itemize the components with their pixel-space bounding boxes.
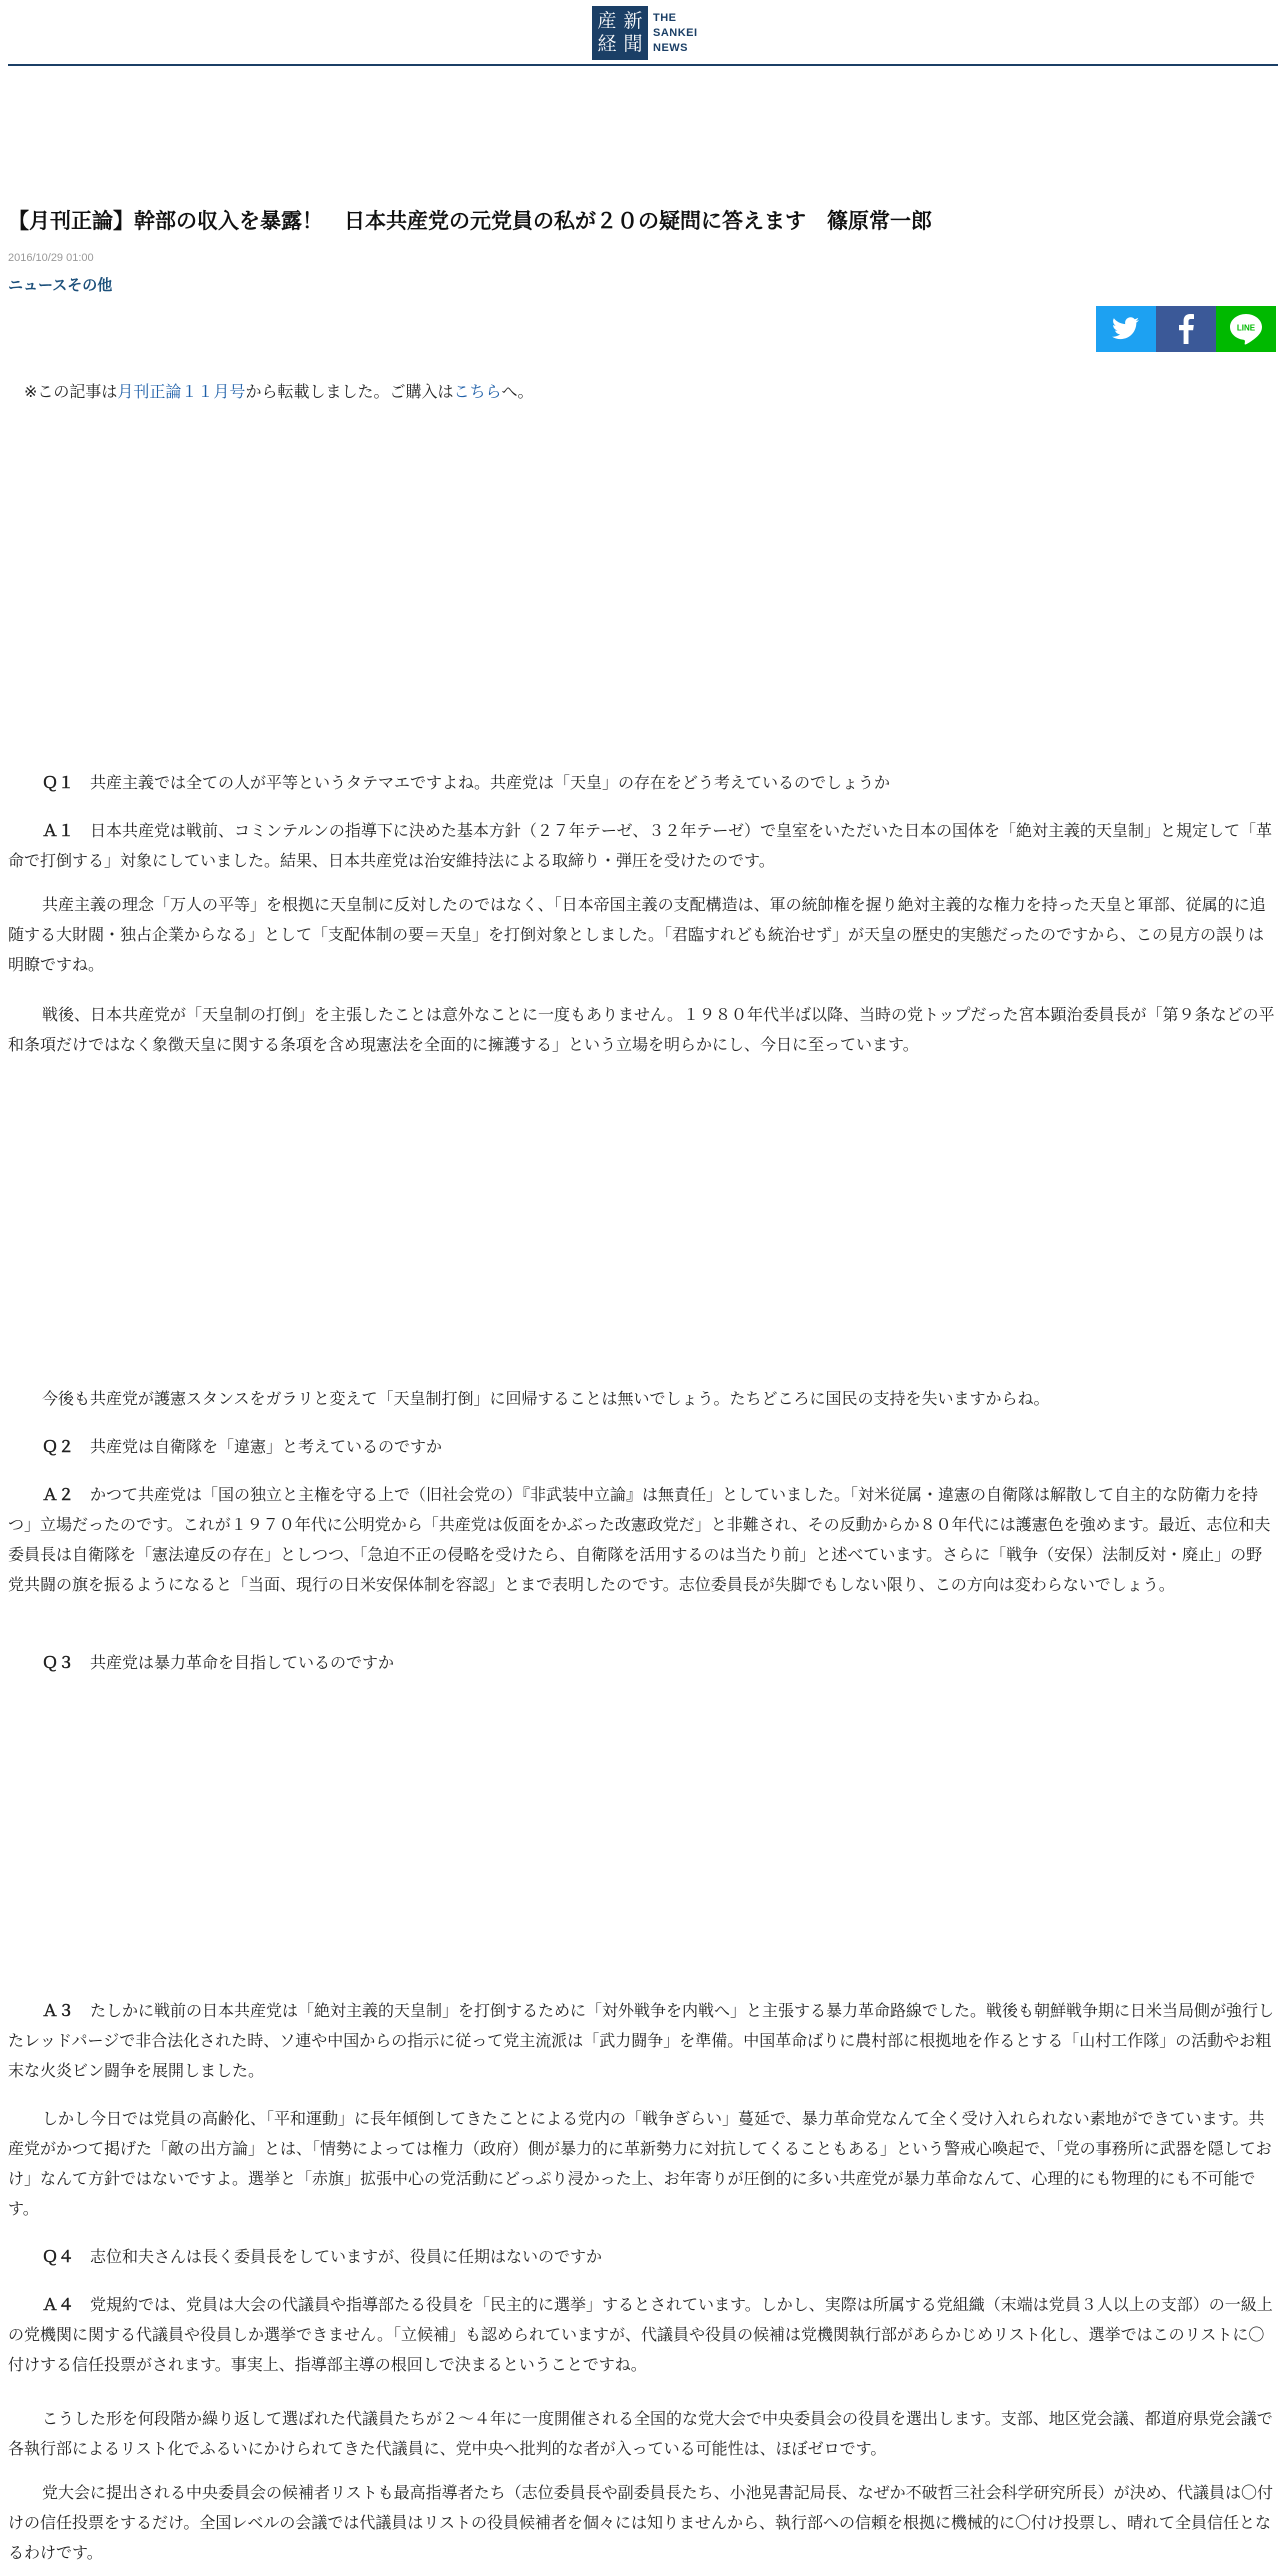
question-label: Ｑ２ [42, 1437, 75, 1456]
source-note-suffix: へ。 [501, 382, 534, 401]
logo-kanji: 新 [623, 10, 643, 32]
sankei-logo-text [653, 11, 698, 56]
svg-text:LINE: LINE [1236, 323, 1256, 333]
paragraph-text: 今後も共産党が護憲スタンスをガラリと変えて「天皇制打倒」に回帰することは無いでしょう。たちどころに国民の支持を失いますからね。 [42, 1389, 1050, 1408]
question-label: Ｑ４ [42, 2247, 75, 2266]
question-paragraph [8, 1648, 1278, 1678]
source-note [24, 380, 533, 404]
body-paragraph [8, 2478, 1278, 2568]
answer-paragraph [8, 2290, 1278, 2380]
paragraph-text: 共産主義では全ての人が平等というタテマエですよね。共産党は「天皇」の存在をどう考えているのでしょうか [74, 773, 891, 792]
article-date: 2016/10/29 01:00 [8, 252, 94, 264]
logo-text-line: SANKEI [653, 26, 698, 39]
question-label: Ｑ１ [42, 773, 75, 792]
article-category-link[interactable]: ニュースその他 [8, 276, 113, 294]
line-icon [1229, 313, 1263, 345]
logo-kanji: 聞 [623, 33, 643, 55]
sankei-logo[interactable] [592, 6, 698, 60]
paragraph-text: 日本共産党は戦前、コミンテルンの指導下に決めた基本方針（２７年テーゼ、３２年テーゼ）で皇室をいただいた日本の国体を「絶対主義的天皇制」と規定して「革命で打倒する」対象にしていました。結果、日本共産党は治安維持法による取締り・弾圧を受けたのです。 [8, 821, 1273, 870]
paragraph-text: 共産党は自衛隊を「違憲」と考えているのですか [74, 1437, 443, 1456]
twitter-icon [1112, 317, 1140, 341]
paragraph-text: 志位和夫さんは長く委員長をしていますが、役員に任期はないのですか [74, 2247, 603, 2266]
question-label: Ｑ３ [42, 1653, 75, 1672]
paragraph-text: かつて共産党は「国の独立と主権を守る上で（旧社会党の）『非武装中立論』は無責任」としていました。「対米従属・違憲の自衛隊は解散して自主的な防衛力を持つ」立場だったのです。これが１９７０年代に公明党から「共産党は仮面をかぶった改憲政党だ」と非難され、その反動からか８０年代には護憲色を強めます。最近、志位和夫委員長は自衛隊を「憲法違反の存在」としつつ、「急迫不正の侵略を受けたら、自衛隊を活用するのは当たり前」と述べています。さらに「戦争（安保）法制反対・廃止」の野党共闘の旗を振るようになると「当面、現行の日米安保体制を容認」とまで表明したのです。志位委員長が失脚でもしない限り、この方向は変わらないでしょう。 [8, 1485, 1271, 1594]
header-divider [8, 64, 1278, 66]
body-paragraph [8, 1000, 1278, 1060]
facebook-icon [1178, 314, 1194, 344]
seiron-issue-link[interactable]: 月刊正論１１月号 [117, 382, 246, 401]
answer-label: Ａ２ [42, 1485, 75, 1504]
logo-text-line: NEWS [653, 41, 688, 54]
logo-kanji: 経 [597, 33, 617, 55]
line-share-button[interactable] [1216, 306, 1276, 352]
paragraph-text: たしかに戦前の日本共産党は「絶対主義的天皇制」を打倒するために「対外戦争を内戦へ」と主張する暴力革命路線でした。戦後も朝鮮戦争期に日米当局側が強行したレッドパージで非合法化された時、ソ連や中国からの指示に従って党主流派は「武力闘争」を準備。中国革命ばりに農村部に根拠地を作るとする「山村工作隊」の活動やお粗末な火炎ビン闘争を展開しました。 [8, 2001, 1275, 2080]
source-note-middle: から転載しました。ご購入は [245, 382, 454, 401]
question-paragraph [8, 1432, 1278, 1462]
logo-kanji: 産 [597, 10, 617, 32]
paragraph-text: 戦後、日本共産党が「天皇制の打倒」を主張したことは意外なことに一度もありません。１９８０年代半ば以降、当時の党トップだった宮本顕治委員長が「第９条などの平和条項だけではなく象徴天皇に関する条項を含め現憲法を全面的に擁護する」という立場を明らかにし、今日に至っています。 [8, 1005, 1275, 1054]
body-paragraph [8, 2104, 1278, 2224]
paragraph-text: 党大会に提出される中央委員会の候補者リストも最高指導者たち（志位委員長や副委員長たち、小池晃書記局長、なぜか不破哲三社会科学研究所長）が決め、代議員は〇付けの信任投票をするだけ。全国レベルの会議では代議員はリストの役員候補者を個々には知りませんから、執行部への信頼を根拠に機械的に〇付け投票し、晴れて全員信任となるわけです。 [8, 2483, 1274, 2562]
logo-text-line: THE [653, 11, 677, 24]
question-paragraph [8, 768, 1278, 798]
body-paragraph [8, 2404, 1278, 2464]
paragraph-text: 共産党は暴力革命を目指しているのですか [74, 1653, 395, 1672]
purchase-link[interactable]: こちら [453, 382, 502, 401]
source-note-prefix: ※この記事は [24, 382, 118, 401]
article-title: 【月刊正論】幹部の収入を暴露！ 日本共産党の元党員の私が２０の疑問に答えます 篠原常一郎 [8, 209, 932, 233]
answer-label: Ａ１ [42, 821, 75, 840]
paragraph-text: 共産主義の理念「万人の平等」を根拠に天皇制に反対したのではなく、「日本帝国主義の支配構造は、軍の統帥権を握り絶対主義的な権力を持った天皇と軍部、従属的に追随する大財閥・独占企業からなる」として「支配体制の要＝天皇」を打倒対象としました。「君臨すれども統治せず」が天皇の歴史的実態だったのですから、この見方の誤りは明瞭ですね。 [8, 895, 1266, 974]
answer-label: Ａ３ [42, 2001, 75, 2020]
share-buttons [1096, 306, 1276, 352]
body-paragraph [8, 890, 1278, 980]
body-paragraph [8, 1384, 1278, 1414]
paragraph-text: 党規約では、党員は大会の代議員や指導部たる役員を「民主的に選挙」するとされています。しかし、実際は所属する党組織（末端は党員３人以上の支部）の一級上の党機関に関する代議員や役員しか選挙できません。「立候補」も認められていますが、代議員や役員の候補は党機関執行部があらかじめリスト化し、選挙ではこのリストに〇付けする信任投票がされます。事実上、指導部主導の根回しで決まるということですね。 [8, 2295, 1273, 2374]
question-paragraph [8, 2242, 1278, 2272]
paragraph-text: しかし今日では党員の高齢化、「平和運動」に長年傾倒してきたことによる党内の「戦争ぎらい」蔓延で、暴力革命党なんて全く受け入れられない素地ができています。共産党がかつて掲げた「敵の出方論」とは、「情勢によっては権力（政府）側が暴力的に革新勢力に対抗してくることもある」という警戒心喚起で、「党の事務所に武器を隠しておけ」なんて方針ではないですよ。選挙と「赤旗」拡張中心の党活動にどっぷり浸かった上、お年寄りが圧倒的に多い共産党が暴力革命なんて、心理的にも物理的にも不可能です。 [8, 2109, 1272, 2218]
paragraph-text: こうした形を何段階か繰り返して選ばれた代議員たちが２～４年に一度開催される全国的な党大会で中央委員会の役員を選出します。支部、地区党会議、都道府県党会議で各執行部によるリスト化でふるいにかけられてきた代議員に、党中央へ批判的な者が入っている可能性は、ほぼゼロです。 [8, 2409, 1273, 2458]
answer-paragraph [8, 816, 1278, 876]
facebook-share-button[interactable] [1156, 306, 1216, 352]
answer-paragraph [8, 1996, 1278, 2086]
answer-label: Ａ４ [42, 2295, 75, 2314]
sankei-logo-mark [592, 6, 648, 60]
site-header [0, 0, 1284, 66]
answer-paragraph [8, 1480, 1278, 1600]
twitter-share-button[interactable] [1096, 306, 1156, 352]
